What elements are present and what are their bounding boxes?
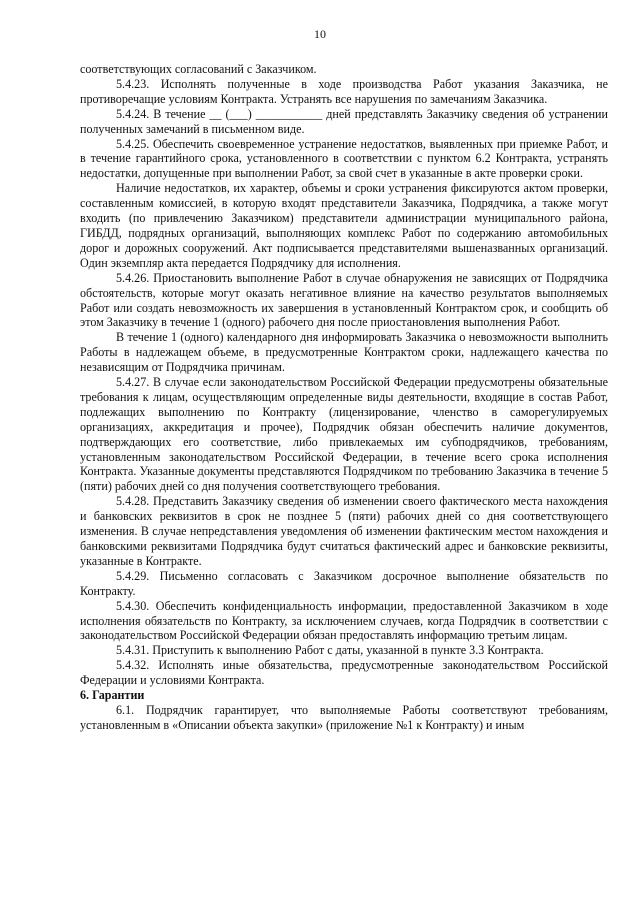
paragraph-5-4-32: 5.4.32. Исполнять иные обязательства, предусмотренные законодательством Российской Федерации и условиями Контракта. bbox=[80, 658, 608, 688]
paragraph-5-4-30: 5.4.30. Обеспечить конфиденциальность информации, предоставленной Заказчиком в ходе исполнения обязательств по Контракту, за исключением случаев, когда Подрядчик в соответствии с законодательством Российской Федерации обязан предоставлять информацию третьим лицам. bbox=[80, 598, 608, 643]
paragraph-5-4-29: 5.4.29. Письменно согласовать с Заказчиком досрочное выполнение обязательств по Контракту. bbox=[80, 568, 608, 598]
paragraph-5-4-27: 5.4.27. В случае если законодательством Российской Федерации предусмотрены обязательные требования к лицам, осуществляющим определенные виды деятельности, входящие в состав Работ, подлежащих выполнению по Контракту (лицензирование, членство в саморегулируемых организациях, аккредитация и прочее), Подрядчик обязан обеспечить наличие документов, подтверждающих его соответствие, либо привлекаемых им субподрядчиков, требованиям, установленным законодательством Российской Федерации, в течение всего срока исполнения Контракта. Указанные документы представляются Подрядчиком по требованию Заказчика в течение 5 (пяти) рабочих дней со дня получения соответствующего требования. bbox=[80, 375, 608, 494]
paragraph-5-4-28: 5.4.28. Представить Заказчику сведения об изменении своего фактического места нахождения и банковских реквизитов в срок не позднее 5 (пяти) рабочих дней со дня соответствующего изменения. В случае непредставления уведомления об изменении фактическим местом нахождения и банковскими реквизитами Подрядчика будут считаться фактический адрес и банковские реквизиты, указанные в Контракте. bbox=[80, 494, 608, 568]
paragraph-5-4-31: 5.4.31. Приступить к выполнению Работ с даты, указанной в пункте 3.3 Контракта. bbox=[116, 643, 544, 658]
paragraph-continuation: соответствующих согласований с Заказчиком. bbox=[80, 62, 317, 76]
paragraph-5-4-24: 5.4.24. В течение __ (___) ___________ дней представлять Заказчику сведения об устранении полученных замечаний в письменном виде. bbox=[80, 106, 608, 136]
paragraph-inform-impossibility: В течение 1 (одного) календарного дня информировать Заказчика о невозможности выполнить Работы в надлежащем объеме, в предусмотренные Контрактом сроки, надлежащего качества по независящим от Подрядчика причинам. bbox=[80, 330, 608, 375]
paragraph-defects-act: Наличие недостатков, их характер, объемы и сроки устранения фиксируются актом проверки, составленным комиссией, в которую входят представители Заказчика, Подрядчика, а также могут входить (по привлечению Заказчиком) представители администрации муниципального района, ГИБДД, подрядных организаций, выполняющих комплекс Работ по содержанию автомобильных дорог и дорожных сооружений. Акт подписывается представителями вышеназванных организаций. Один экземпляр акта передается Подрядчику для исполнения. bbox=[80, 181, 608, 270]
paragraph-5-4-25: 5.4.25. Обеспечить своевременное устранение недостатков, выявленных при приемке Работ, и в течение гарантийного срока, установленного в соответствии с пунктом 6.2 Контракта, устранять недостатки, допущенные при выполнении Работ, за свой счет в указанные в акте проверки сроки. bbox=[80, 136, 608, 181]
paragraph-5-4-26: 5.4.26. Приостановить выполнение Работ в случае обнаружения не зависящих от Подрядчика обстоятельств, которые могут оказать негативное влияние на качество результатов выполняемых Работ или создать невозможность их завершения в установленный Контрактом срок, и сообщить об этом Заказчику в течение 1 (одного) рабочего дня после приостановления выполнения Работ. bbox=[80, 270, 608, 330]
section-heading: 6. Гарантии bbox=[80, 688, 145, 703]
page-number: 10 bbox=[314, 27, 326, 41]
document-body bbox=[80, 62, 608, 733]
paragraph-5-4-23: 5.4.23. Исполнять полученные в ходе производства Работ указания Заказчика, не противоречащие условиям Контракта. Устранять все нарушения по замечаниям Заказчика. bbox=[80, 76, 608, 106]
paragraph-6-1: 6.1. Подрядчик гарантирует, что выполняемые Работы соответствуют требованиям, установленным в «Описании объекта закупки» (приложение №1 к Контракту) и иным bbox=[80, 702, 608, 732]
